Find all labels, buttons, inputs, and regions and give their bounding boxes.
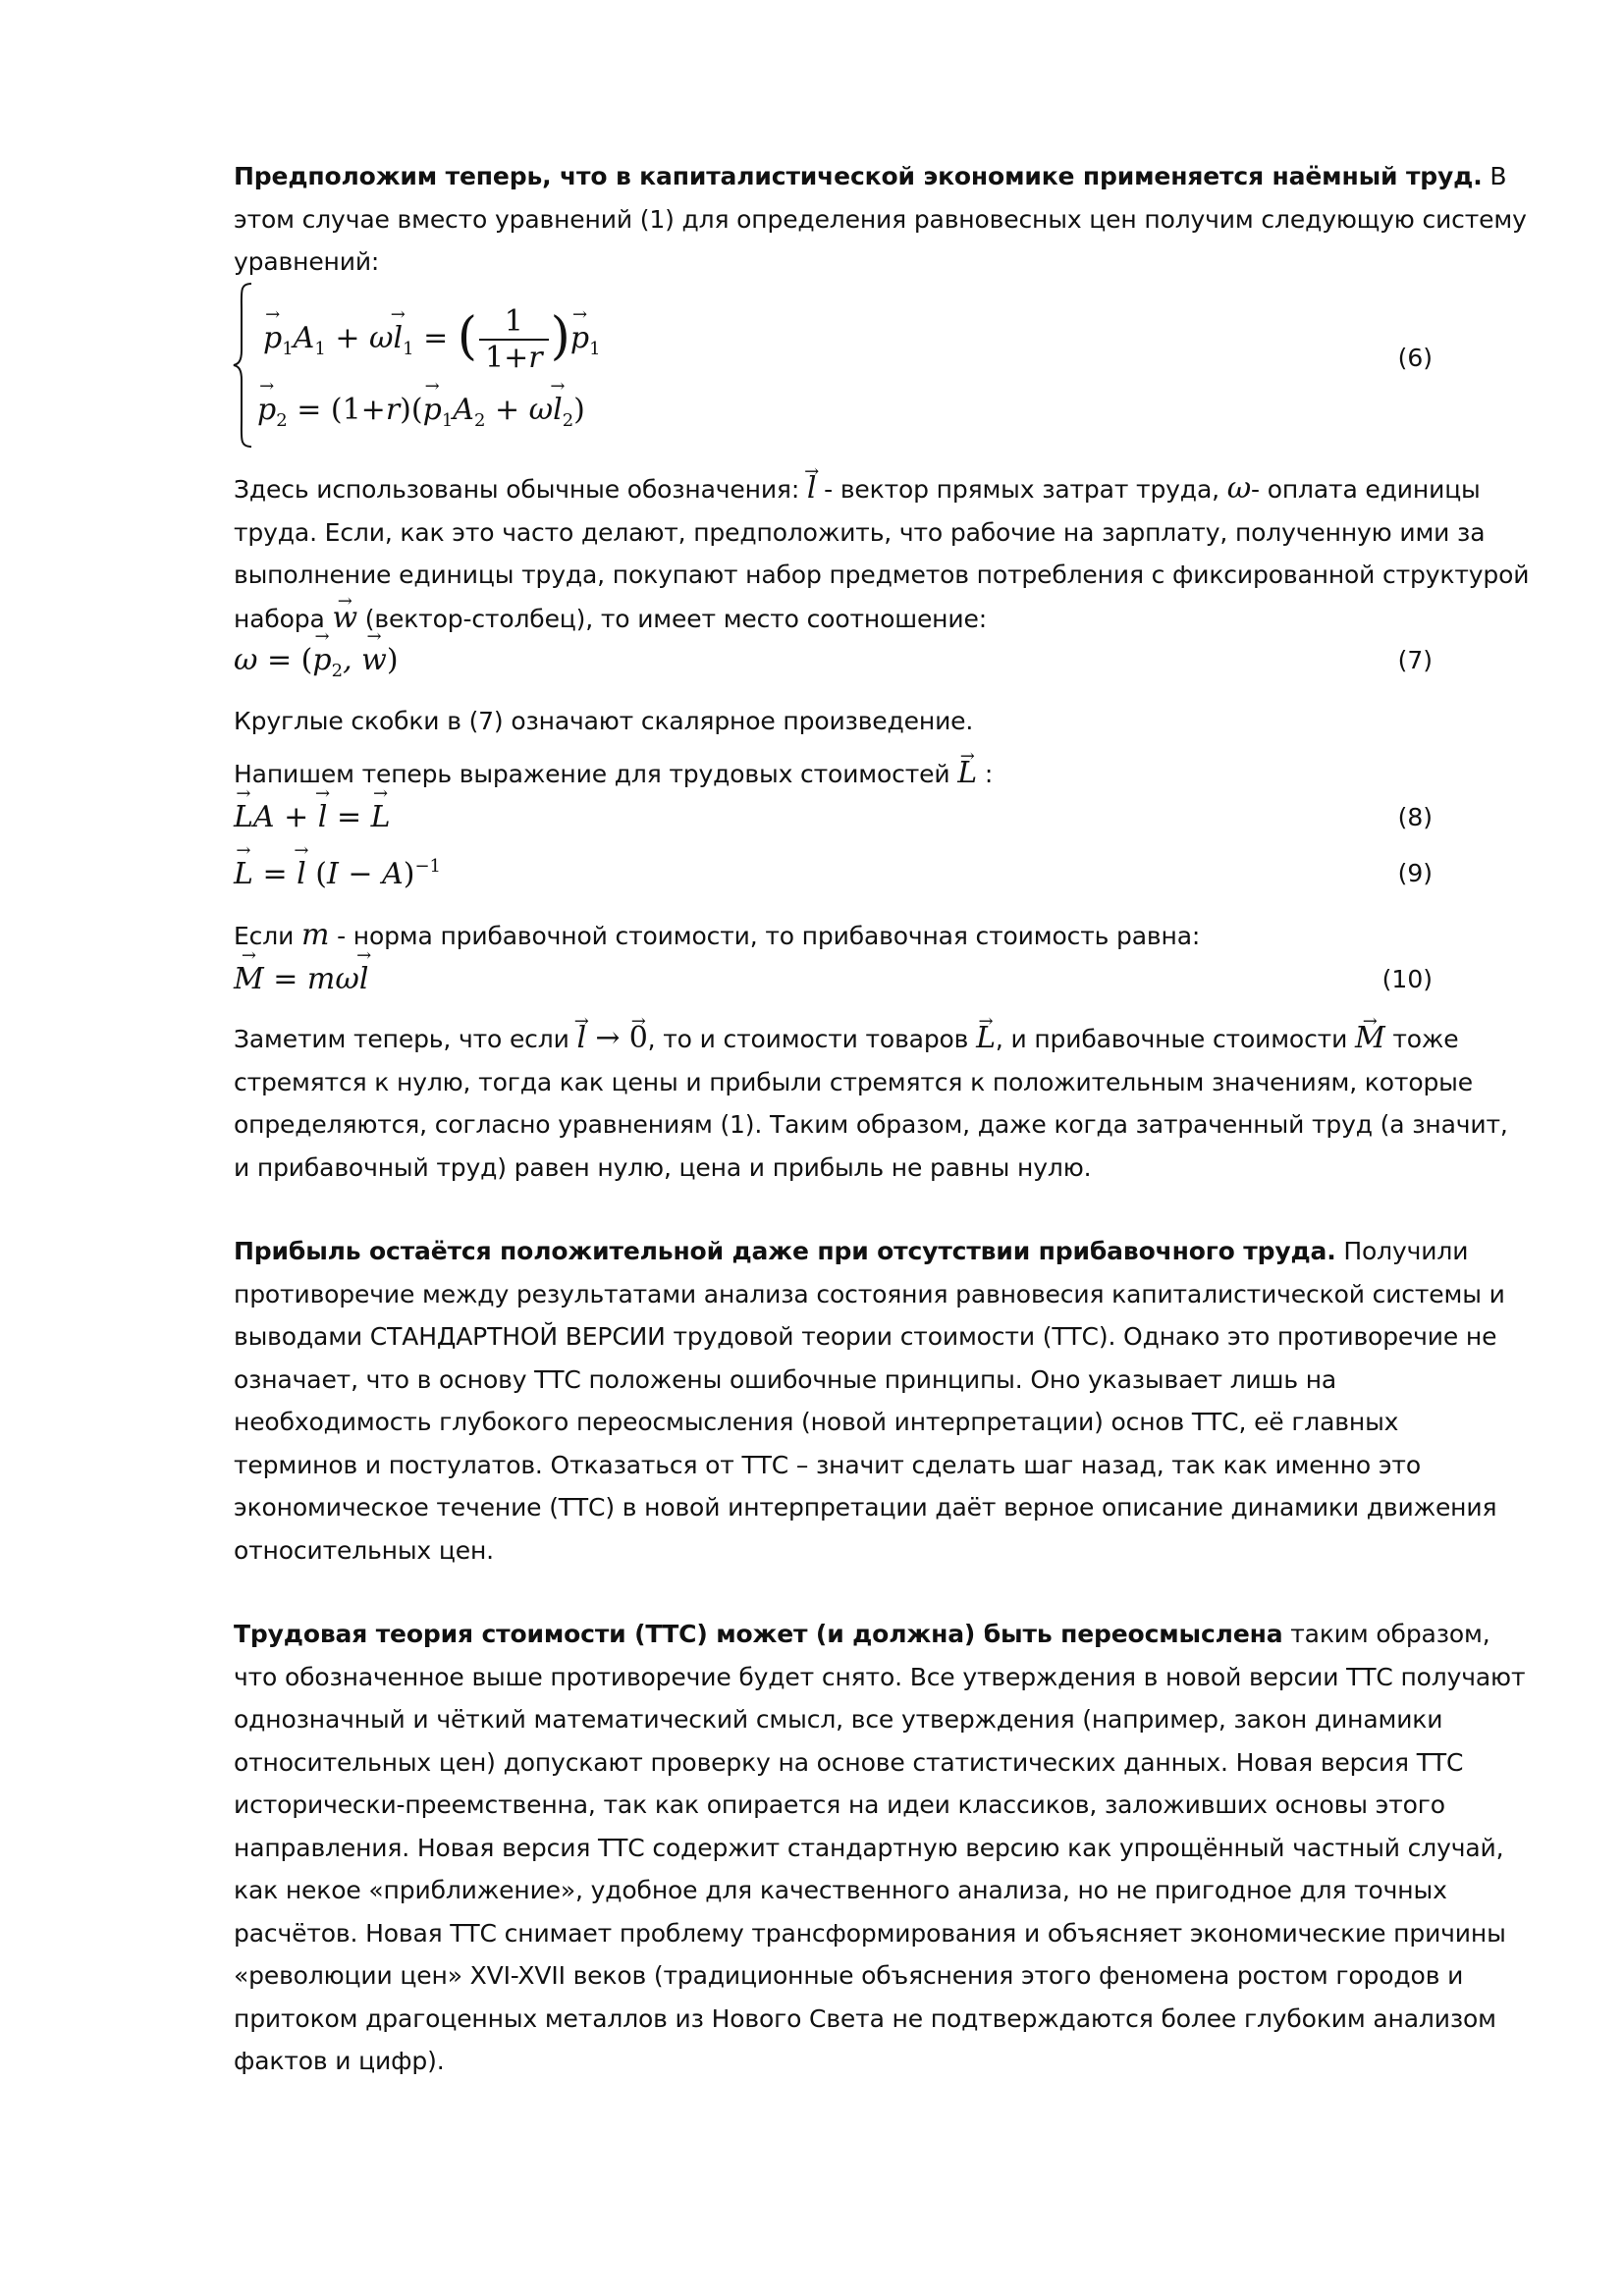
symbol-w-vector: → w xyxy=(332,601,357,635)
symbol-M-vector: → M xyxy=(1355,1021,1385,1055)
symbol-l-to-zero: → l → → 0 xyxy=(577,1021,648,1055)
notation-text-3: - оплата единицы труда. Если, как это часто делают, предположить, что рабочие на зарплату, полученную ими за выполнение единицы труда, покупают набор предметов потребления с фиксированной структурой набора xyxy=(234,475,1530,633)
line-labor-values: Напишем теперь выражение для трудовых стоимостей → L : xyxy=(234,752,1530,796)
symbol-L-vector: → L xyxy=(957,756,977,790)
notation-text-4: (вектор-столбец), то имеет место соотношение: xyxy=(357,604,987,633)
paragraph-hired-labor xyxy=(234,155,1530,284)
system-brace xyxy=(232,282,253,449)
labor-values-text: Напишем теперь выражение для трудовых стоимостей xyxy=(234,760,958,788)
equation-6-line-2: → $p_2 = (1+r)(\to p_1A_2 + \omega\to l_2)$ xyxy=(257,393,585,431)
equation-9-number: (9) xyxy=(1397,859,1433,887)
symbol-m: m xyxy=(300,918,330,952)
paragraph-profit-positive xyxy=(234,1230,1530,1572)
line-surplus-rate xyxy=(234,914,1530,958)
paragraph-new-ttc xyxy=(234,1613,1530,2083)
paragraph-limit xyxy=(234,1017,1530,1189)
limit-text-1: Заметим теперь, что если xyxy=(234,1025,577,1053)
limit-text-2: , то и стоимости товаров xyxy=(647,1025,977,1053)
limit-text-3: , и прибавочные стоимости xyxy=(995,1025,1355,1053)
paragraph-body: В этом случае вместо уравнений (1) для определения равновесных цен получим следующую систему уравнений: xyxy=(234,162,1527,276)
line-round-brackets: Круглые скобки в (7) означают скалярное произведение. xyxy=(234,707,974,735)
equation-8-number: (8) xyxy=(1397,803,1433,831)
paragraph-body: Получили противоречие между результатами анализа состояния равновесия капиталистической системы и выводами СТАНДАРТНОЙ ВЕРСИИ трудовой теории стоимости (ТТС). Однако это противоречие не означает, что в основу ТТС положены ошибочные принципы. Оно указывает лишь на необходимость глубокого переосмысления (новой интерпретации) основ ТТС, её главных терминов и постулатов. Отказаться от ТТС – значит сделать шаг назад, так как именно это экономическое течение (ТТС) в новой интерпретации даёт верное описание динамики движения относительных цен. xyxy=(234,1237,1505,1565)
notation-text-1: Здесь использованы обычные обозначения: xyxy=(234,475,807,504)
paragraph-lead-bold: Предположим теперь, что в капиталистической экономике применяется наёмный труд. xyxy=(234,162,1483,190)
paragraph-lead-bold: Прибыль остаётся положительной даже при отсутствии прибавочного труда. xyxy=(234,1237,1336,1265)
symbol-L-vector-2: → L xyxy=(976,1021,996,1055)
symbol-l-vector: → l xyxy=(807,471,816,506)
paragraph-lead-bold: Трудовая теория стоимости (ТТС) может (и должна) быть переосмыслена xyxy=(234,1620,1283,1648)
paragraph-body: таким образом, что обозначенное выше противоречие будет снято. Все утверждения в новой версии ТТС получают однозначный и чёткий математический смысл, все утверждения (например, закон динамики относительных цен) допускают проверку на основе статистических данных. Новая версия ТТС исторически-преемственна, так как опирается на идеи классиков, заложивших основы этого направления. Новая версия ТТС содержит стандартную версию как упрощённый частный случай, как некое «приближение», удобное для качественного анализа, но не пригодное для точных расчётов. Новая ТТС снимает проблему трансформирования и объясняет экономические причины «революции цен» XVI-XVII веков (традиционные объяснения этого феномена ростом городов и притоком драгоценных металлов из Нового Света не подтверждаются более глубоким анализом фактов и цифр). xyxy=(234,1620,1526,2075)
equation-7-number: (7) xyxy=(1397,646,1433,674)
symbol-omega: ω xyxy=(1226,471,1252,506)
surplus-text-1: Если xyxy=(234,922,301,950)
equation-6-number: (6) xyxy=(1397,344,1433,372)
equation-8: → LA + → l = → L xyxy=(234,800,391,834)
paragraph-notation xyxy=(234,467,1530,640)
equation-10: → M = mω→ l xyxy=(234,962,368,996)
surplus-text-2: - норма прибавочной стоимости, то прибавочная стоимость равна: xyxy=(329,922,1201,950)
equation-7: ω = (→ $p_2$, → w) xyxy=(234,643,399,681)
equation-9: → L = → l $(I - A)^{-1}$ xyxy=(234,856,441,891)
limit-text-4: тоже стремятся к нулю, тогда как цены и прибыли стремятся к положительным значениям, которые определяются, согласно уравнениям (1). Таким образом, даже когда затраченный труд (а значит, и прибавочный труд) равен нулю, цена и прибыль не равны нулю. xyxy=(234,1025,1508,1182)
equation-6-line-1: → $p_1A_1 + \omega\to l_1$ = ( $\frac{1}{1+r}$ )→ $p_1$ xyxy=(263,304,601,375)
equation-10-number: (10) xyxy=(1381,965,1433,993)
notation-text-2: - вектор прямых затрат труда, xyxy=(816,475,1227,504)
